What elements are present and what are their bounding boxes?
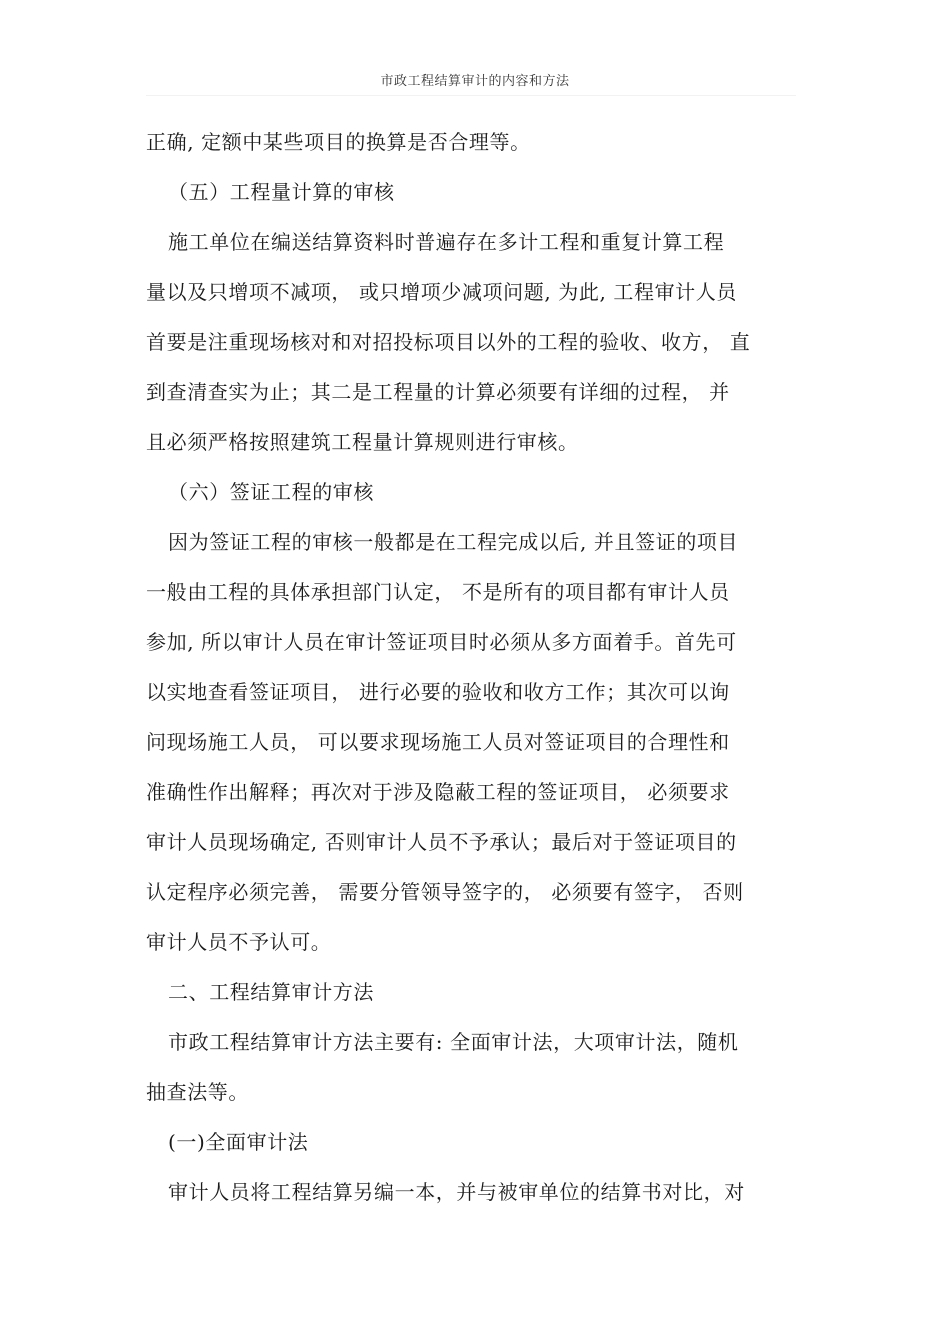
text-line: 且必须严格按照建筑工程量计算规则进行审核。	[146, 430, 579, 454]
text-line: 到查清查实为止；其二是工程量的计算必须要有详细的过程， 并	[146, 380, 730, 404]
paragraph-start: 施工单位在编送结算资料时普遍存在多计工程和重复计算工程	[168, 230, 725, 254]
paragraph-start: 市政工程结算审计方法主要有: 全面审计法，大项审计法，随机	[168, 1030, 739, 1054]
paragraph-start: 因为签证工程的审核一般都是在工程完成以后, 并且签证的项目	[168, 530, 739, 554]
section-heading: （六）签证工程的审核	[168, 480, 374, 504]
body-text	[146, 117, 806, 1217]
text-line: 以实地查看签证项目， 进行必要的验收和收方工作；其次可以询	[146, 680, 730, 704]
paragraph-start: 审计人员将工程结算另编一本，并与被审单位的结算书对比，对	[168, 1180, 745, 1204]
text-line: 一般由工程的具体承担部门认定， 不是所有的项目都有审计人员	[146, 580, 730, 604]
text-line: 参加, 所以审计人员在审计签证项目时必须从多方面着手。首先可	[146, 630, 737, 654]
text-line: 正确, 定额中某些项目的换算是否合理等。	[146, 130, 531, 154]
chapter-heading: 二、工程结算审计方法	[168, 980, 374, 1004]
text-line: 问现场施工人员， 可以要求现场施工人员对签证项目的合理性和	[146, 730, 730, 754]
text-line: 首要是注重现场核对和对招投标项目以外的工程的验收、收方， 直	[146, 330, 751, 354]
text-line: 审计人员不予认可。	[146, 930, 332, 954]
section-heading: （五）工程量计算的审核	[168, 180, 395, 204]
header-divider	[146, 95, 796, 96]
text-line: 审计人员现场确定, 否则审计人员不予承认；最后对于签证项目的	[146, 830, 737, 854]
section-heading: (一)全面审计法	[168, 1130, 309, 1154]
text-line: 量以及只增项不减项， 或只增项少减项问题, 为此, 工程审计人员	[146, 280, 737, 304]
text-line: 抽查法等。	[146, 1080, 249, 1104]
running-header: 市政工程结算审计的内容和方法	[380, 74, 570, 89]
text-line: 认定程序必须完善， 需要分管领导签字的， 必须要有签字， 否则	[146, 880, 744, 904]
text-line: 准确性作出解释；再次对于涉及隐蔽工程的签证项目， 必须要求	[146, 780, 730, 804]
